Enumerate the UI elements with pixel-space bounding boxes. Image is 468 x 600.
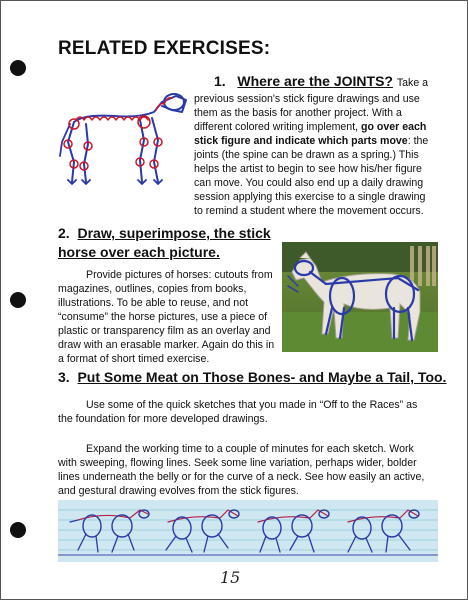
- binder-hole: [10, 60, 26, 76]
- section-2-number: 2.: [58, 225, 70, 241]
- section-1-bold: go over each stick figure and indicate which parts move: [194, 121, 427, 147]
- section-2-body: Provide pictures of horses: cutouts from magazines, outlines, copies from books, illustrations. To be able to reuse, and not “consume” the horse pictures, use a piece of plastic or transparency film as an overlay and draw with an erasable marker. Again do this in a format of short timed exercise.: [58, 269, 275, 365]
- section-1-text-a: previous session's stick figure drawings and use them as the basis for another project. With a different colored writing implement,: [194, 93, 420, 133]
- section-1-text-b: : the joints (the spine can be drawn as a spring.) This helps the artist to begin to see how his/her figure can move. You could also end up a daily drawing session applying this exercise to a single drawing to remind a student where the movement occurs.: [194, 135, 429, 217]
- section-2-title: [58, 224, 288, 262]
- stick-horse-joints-illustration: [54, 82, 190, 192]
- section-3-heading: Put Some Meat on Those Bones- and Maybe a Tail, Too.: [77, 369, 447, 385]
- section-1-body: [194, 92, 434, 218]
- section-1-lead: Take a: [396, 77, 429, 89]
- section-2-heading: Draw, superimpose, the stick horse over each picture.: [58, 225, 271, 260]
- binder-hole: [10, 522, 26, 538]
- page-number: 15: [220, 568, 241, 587]
- gesture-sketches-strip: [58, 500, 438, 562]
- binder-hole: [10, 292, 26, 308]
- section-3-paragraph-2: Expand the working time to a couple of minutes for each sketch. Work with sweeping, flowing lines. Seek some line variation, perhaps wider, bolder lines underneath the belly or for the curve of a neck. See how easily an active, and gestural drawing evolves from the stick figures.: [58, 443, 425, 497]
- section-3-paragraph-1: Use some of the quick sketches that you made in “Off to the Races” as the foundation for more developed drawings.: [58, 399, 418, 425]
- page-heading: RELATED EXERCISES:: [58, 38, 271, 59]
- section-1-number: 1.: [214, 73, 226, 89]
- section-1-heading: Where are the JOINTS?: [237, 73, 393, 89]
- section-3-title: [58, 369, 446, 385]
- section-1-title: [214, 73, 428, 89]
- section-3-number: 3.: [58, 369, 70, 385]
- horse-photo-with-overlay: [282, 242, 438, 352]
